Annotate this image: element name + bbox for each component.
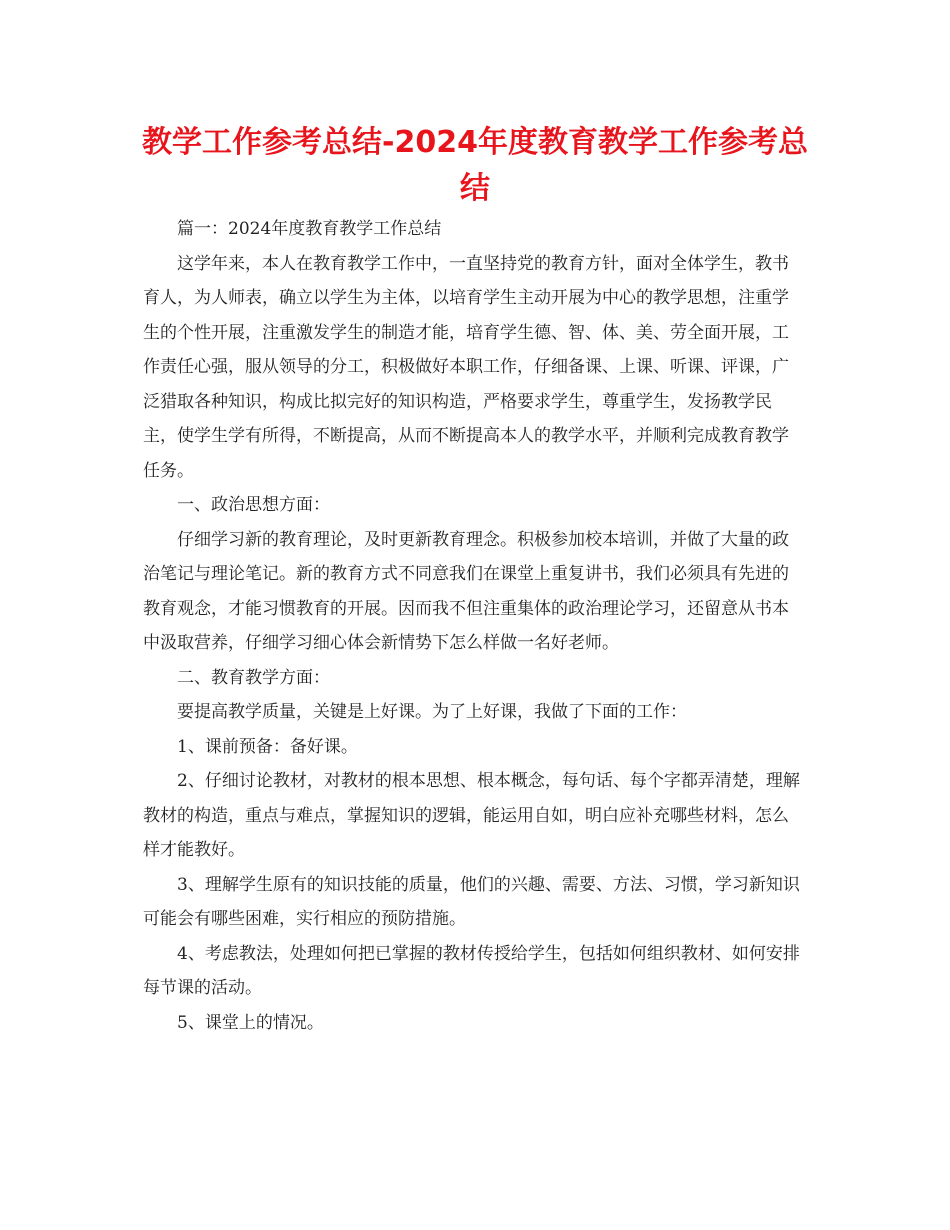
section-teaching-heading: 二、教育教学方面： <box>177 667 330 688</box>
document-title: 教学工作参考总结-2024年度教育教学工作参考总结 <box>142 125 808 206</box>
list-item-4: 4、考虑教法，处理如何把已掌握的教材传授给学生，包括如何组织教材、如何安排每节课的活动。 <box>143 943 800 998</box>
document-body <box>143 212 803 1040</box>
list-item-1: 1、课前预备：备好课。 <box>177 736 358 757</box>
section-intro-heading: 篇一：2024年度教育教学工作总结 <box>177 219 442 239</box>
list-item-5: 5、课堂上的情况。 <box>177 1012 324 1033</box>
list-item-2: 2、仔细讨论教材，对教材的根本思想、根本概念，每句话、每个字都弄清楚，理解教材的构造，重点与难点，掌握知识的逻辑，能运用自如，明白应补充哪些材料，怎么样才能教好。 <box>143 771 800 860</box>
section-politics-heading: 一、政治思想方面： <box>177 495 330 515</box>
politics-paragraph: 仔细学习新的教育理论，及时更新教育理念。积极参加校本培训，并做了大量的政治笔记与理论笔记。新的教育方式不同意我们在课堂上重复讲书，我们必须具有先进的教育观念，才能习惯教育的开展。因而我不但注重集体的政治理论学习，还留意从书本中汲取营养，仔细学习细心体会新情势下怎么样做一名好老师。 <box>143 529 789 653</box>
intro-paragraph: 这学年来，本人在教育教学工作中，一直坚持党的教育方针，面对全体学生，教书育人，为人师表，确立以学生为主体，以培育学生主动开展为中心的教学思想，注重学生的个性开展，注重激发学生的制造才能，培育学生德、智、体、美、劳全面开展，工作责任心强，服从领导的分工，积极做好本职工作，仔细备课、上课、听课、评课，广泛猎取各种知识，构成比拟完好的知识构造，严格要求学生，尊重学生，发扬教学民主，使学生学有所得，不断提高，从而不断提高本人的教学水平，并顺利完成教育教学任务。 <box>143 253 789 481</box>
list-item-3: 3、理解学生原有的知识技能的质量，他们的兴趣、需要、方法、习惯，学习新知识可能会有哪些困难，实行相应的预防措施。 <box>143 874 800 929</box>
teaching-paragraph: 要提高教学质量，关键是上好课。为了上好课，我做了下面的工作： <box>177 702 687 722</box>
